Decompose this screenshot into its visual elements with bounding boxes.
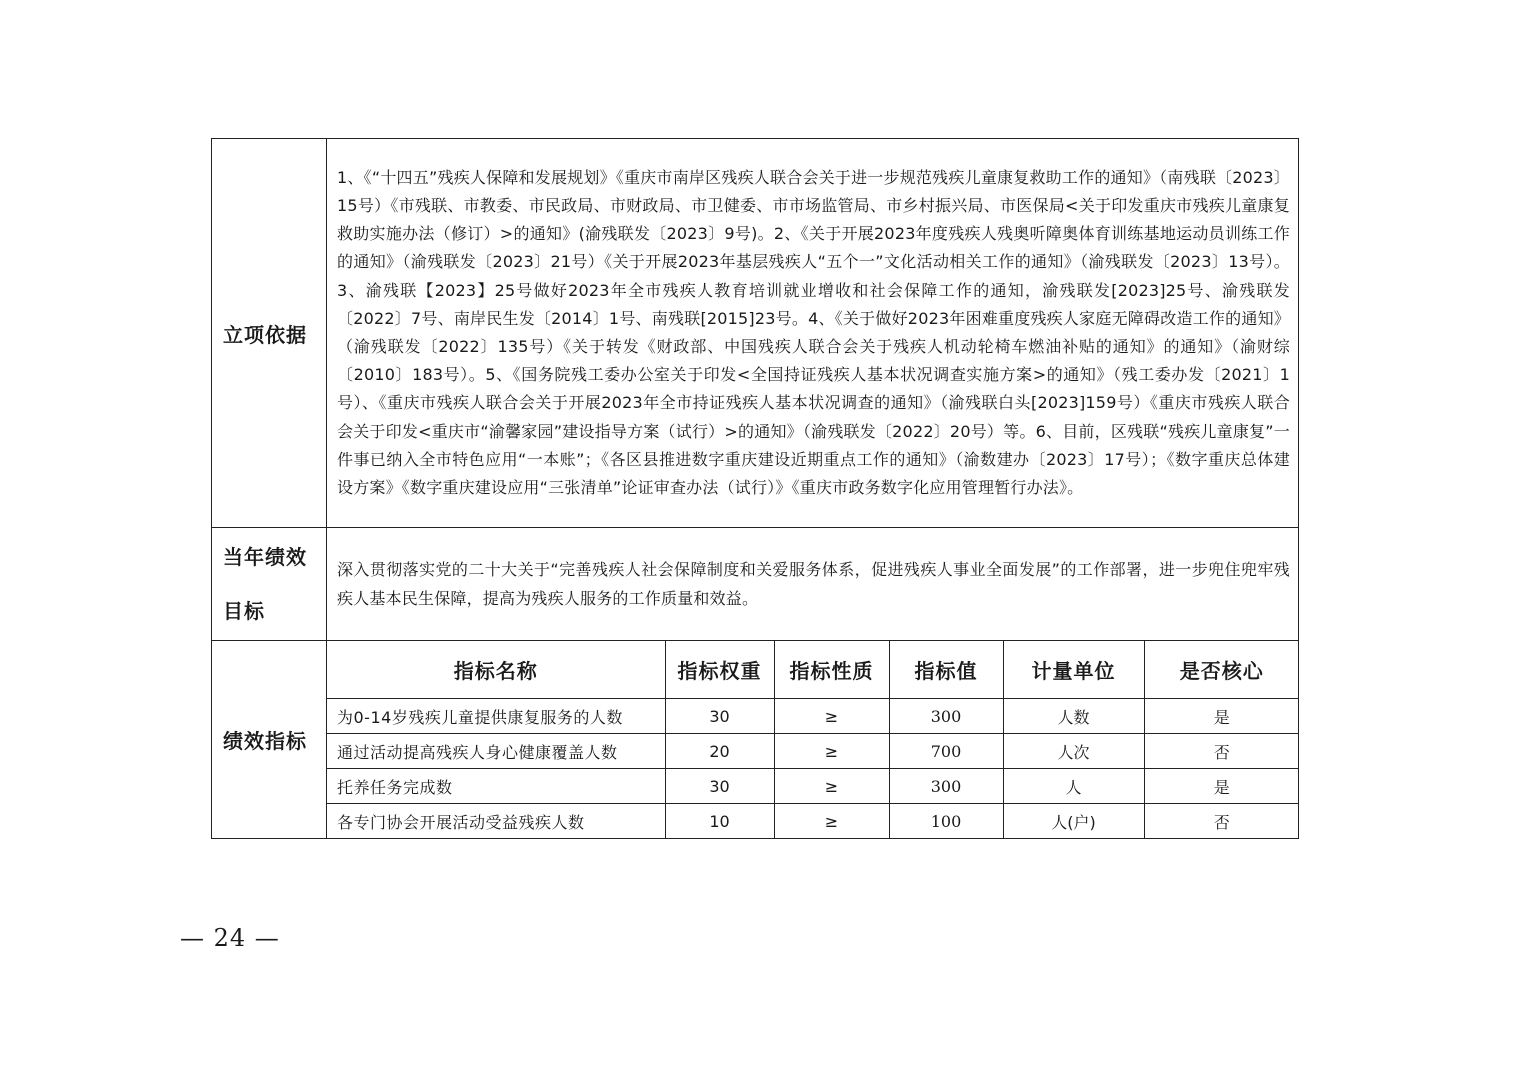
goal-label xyxy=(212,528,327,641)
header-nature: 指标性质 xyxy=(774,641,889,699)
table-row xyxy=(327,769,1299,804)
metrics-row xyxy=(212,641,1299,839)
header-core: 是否核心 xyxy=(1144,641,1299,699)
basis-row xyxy=(212,139,1299,528)
goal-text: 深入贯彻落实党的二十大关于“完善残疾人社会保障制度和关爱服务体系，促进残疾人事业全面发展”的工作部署，进一步兜住兜牢残疾人基本民生保障，提高为残疾人服务的工作质量和效益。 xyxy=(327,528,1299,641)
metrics-table xyxy=(327,641,1299,838)
metric-unit: 人次 xyxy=(1003,734,1144,769)
goal-label-line1: 当年绩效 xyxy=(223,545,307,569)
goal-label-line2: 目标 xyxy=(223,599,265,623)
header-weight: 指标权重 xyxy=(665,641,774,699)
metric-unit: 人 xyxy=(1003,769,1144,804)
metric-unit: 人数 xyxy=(1003,699,1144,734)
metric-value: 300 xyxy=(889,699,1003,734)
metric-weight: 10 xyxy=(665,804,774,839)
metric-name: 托养任务完成数 xyxy=(327,769,665,804)
metric-nature: ≥ xyxy=(774,769,889,804)
metric-nature: ≥ xyxy=(774,804,889,839)
metric-weight: 30 xyxy=(665,699,774,734)
metric-weight: 30 xyxy=(665,769,774,804)
metric-core: 是 xyxy=(1144,699,1299,734)
metric-value: 100 xyxy=(889,804,1003,839)
metric-name: 各专门协会开展活动受益残疾人数 xyxy=(327,804,665,839)
metric-value: 300 xyxy=(889,769,1003,804)
metric-name: 通过活动提高残疾人身心健康覆盖人数 xyxy=(327,734,665,769)
goal-row xyxy=(212,528,1299,641)
page-number: — 24 — xyxy=(180,924,280,952)
header-unit: 计量单位 xyxy=(1003,641,1144,699)
project-table xyxy=(211,138,1299,839)
header-name: 指标名称 xyxy=(327,641,665,699)
table-row xyxy=(327,804,1299,839)
metric-value: 700 xyxy=(889,734,1003,769)
basis-text: 1、《“十四五”残疾人保障和发展规划》《重庆市南岸区残疾人联合会关于进一步规范残疾儿童康复救助工作的通知》（南残联〔2023〕15号）《市残联、市教委、市民政局、市财政局、市卫健委、市市场监管局、市乡村振兴局、市医保局<关于印发重庆市残疾儿童康复救助实施办法（修订）>的通知》(渝残联发〔2023〕9号)。2、《关于开展2023年度残疾人残奥听障奥体育训练基地运动员训练工作的通知》（渝残联发〔2023〕21号）《关于开展2023年基层残疾人“五个一”文化活动相关工作的通知》（渝残联发〔2023〕13号）。3、渝残联【2023】25号做好2023年全市残疾人教育培训就业增收和社会保障工作的通知，渝残联发[2023]25号、渝残联发〔2022〕7号、南岸民生发〔2014〕1号、南残联[2015]23号。4、《关于做好2023年困难重度残疾人家庭无障碍改造工作的通知》（渝残联发〔2022〕135号）《关于转发《财政部、中国残疾人联合会关于残疾人机动轮椅车燃油补贴的通知》的通知》（渝财综〔2010〕183号）。5、《国务院残工委办公室关于印发<全国持证残疾人基本状况调查实施方案>的通知》（残工委办发〔2021〕1号）、《重庆市残疾人联合会关于开展2023年全市持证残疾人基本状况调查的通知》（渝残联白头[2023]159号）《重庆市残疾人联合会关于印发<重庆市“渝馨家园”建设指导方案（试行）>的通知》（渝残联发〔2022〕20号）等。6、目前，区残联“残疾儿童康复”一件事已纳入全市特色应用“一本账”；《各区县推进数字重庆建设近期重点工作的通知》（渝数建办〔2023〕17号）；《数字重庆总体建设方案》《数字重庆建设应用“三张清单”论证审查办法（试行）》《重庆市政务数字化应用管理暂行办法》。 xyxy=(327,139,1299,528)
basis-label: 立项依据 xyxy=(212,139,327,528)
metric-core: 否 xyxy=(1144,734,1299,769)
metrics-header-row xyxy=(327,641,1299,699)
metric-core: 是 xyxy=(1144,769,1299,804)
metric-core: 否 xyxy=(1144,804,1299,839)
metric-unit: 人(户) xyxy=(1003,804,1144,839)
metrics-label: 绩效指标 xyxy=(212,641,327,839)
metrics-cell xyxy=(327,641,1299,839)
table-row xyxy=(327,734,1299,769)
header-value: 指标值 xyxy=(889,641,1003,699)
metric-weight: 20 xyxy=(665,734,774,769)
metric-nature: ≥ xyxy=(774,734,889,769)
metric-nature: ≥ xyxy=(774,699,889,734)
table-row xyxy=(327,699,1299,734)
metric-name: 为0-14岁残疾儿童提供康复服务的人数 xyxy=(327,699,665,734)
